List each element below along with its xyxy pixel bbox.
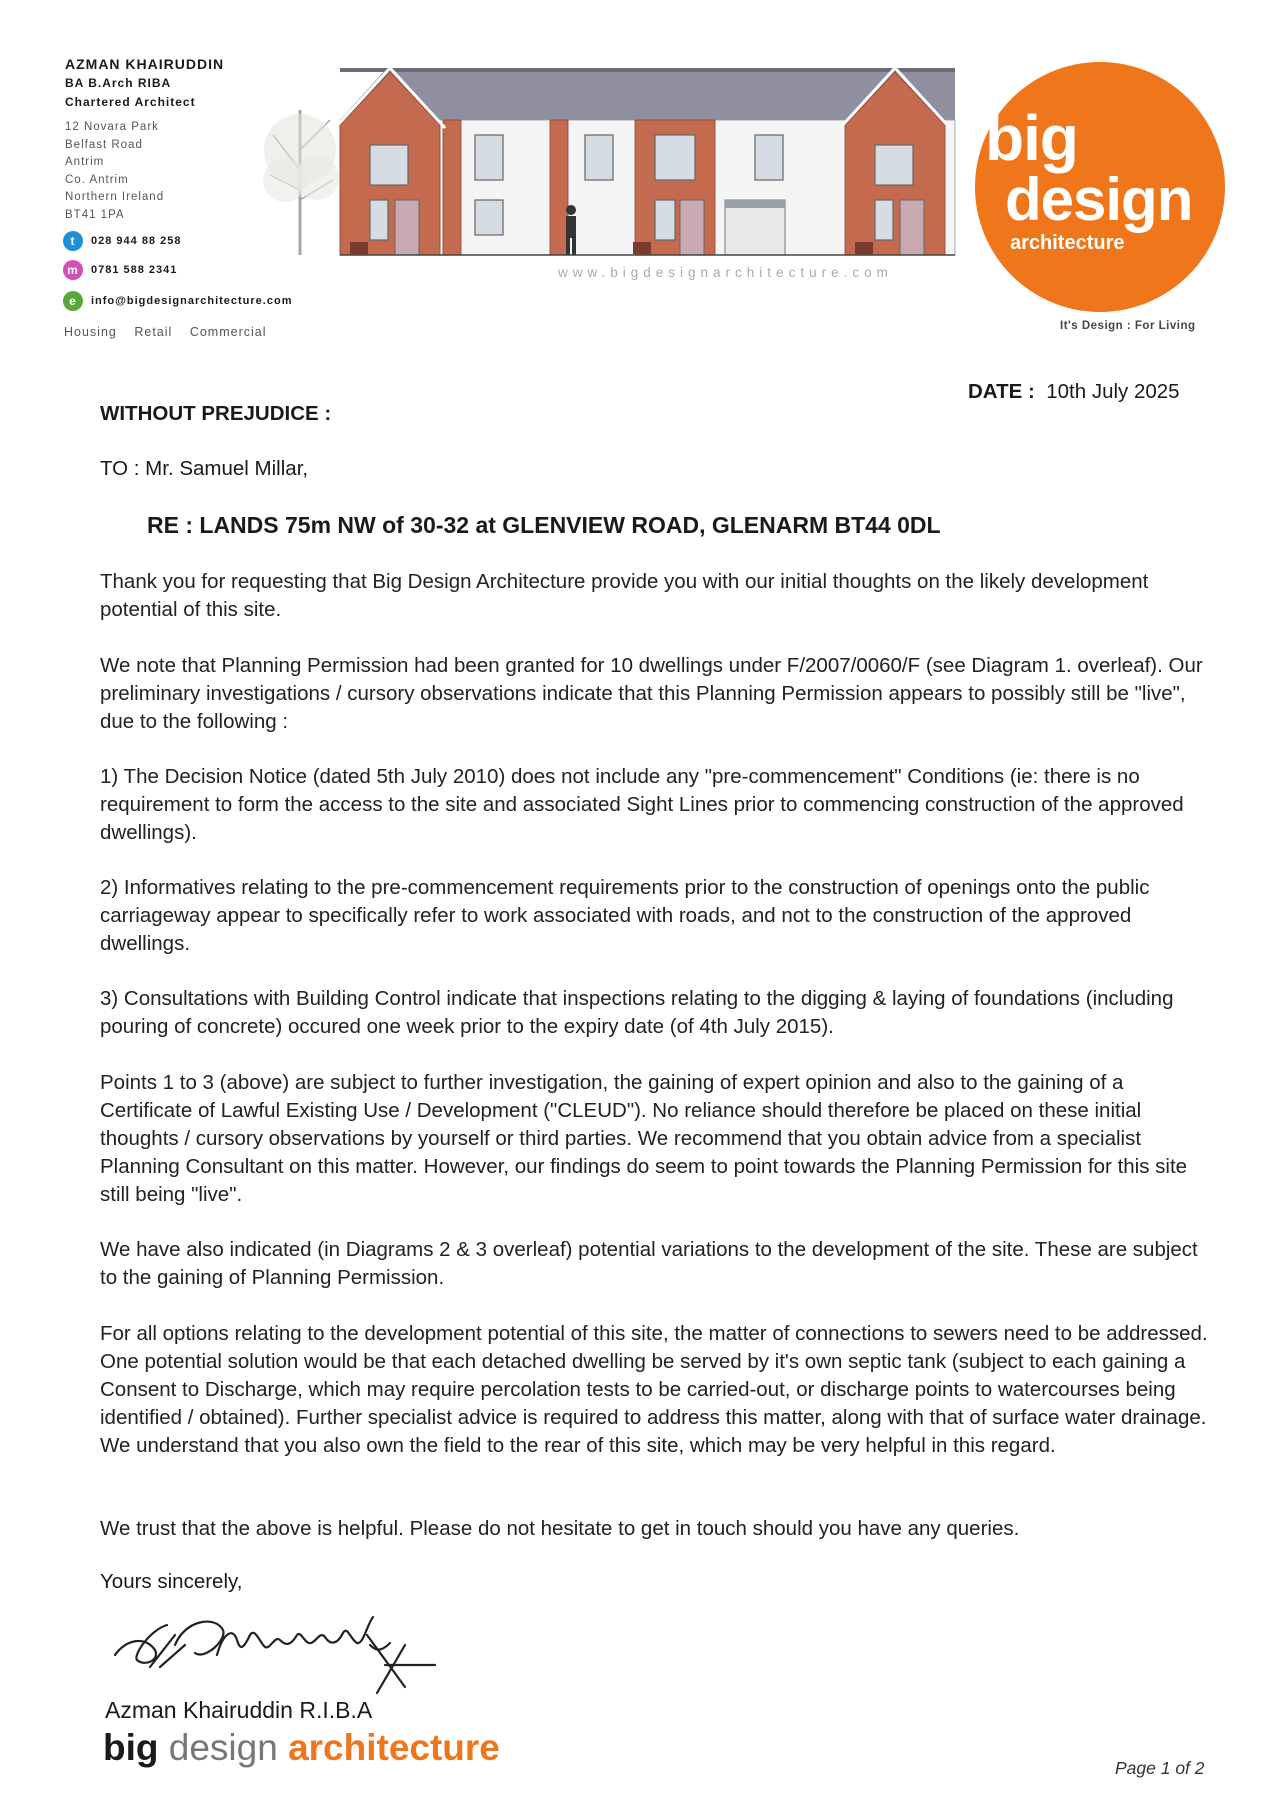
architect-qualifications: BA B.Arch RIBA bbox=[65, 76, 172, 90]
paragraph-point-1: 1) The Decision Notice (dated 5th July 2010) does not include any "pre-commencement" Conditions (ie: there is no requirement to form the access to the site and associated Sight Lines prior to commencing construction of the approved dwellings). bbox=[100, 765, 1184, 844]
address-line: 12 Novara Park bbox=[65, 121, 159, 133]
contact-email bbox=[63, 291, 292, 311]
logo-word-design: design bbox=[1005, 166, 1193, 233]
sector-list bbox=[64, 325, 267, 339]
contact-mobile bbox=[63, 260, 177, 280]
address-line: Antrim bbox=[65, 156, 105, 168]
signatory-name: Azman Khairuddin R.I.B.A bbox=[105, 1697, 373, 1723]
without-prejudice-heading: WITHOUT PREJUDICE : bbox=[100, 402, 332, 425]
architect-title: Chartered Architect bbox=[65, 95, 196, 109]
handwritten-signature bbox=[105, 1605, 465, 1700]
phone-number: 028 944 88 258 bbox=[91, 235, 182, 247]
address-line: Co. Antrim bbox=[65, 173, 129, 186]
architect-name: AZMAN KHAIRUDDIN bbox=[65, 56, 225, 72]
address-line: BT41 1PA bbox=[65, 208, 125, 221]
paragraph-closing: We trust that the above is helpful. Please do not hesitate to get in touch should you have any queries. bbox=[100, 1517, 1020, 1540]
date-value: 10th July 2025 bbox=[1046, 380, 1180, 403]
paragraph-planning-permission: We note that Planning Permission had been granted for 10 dwellings under F/2007/0060/F (see Diagram 1. overleaf). Our preliminary investigations / cursory observations indicate that this Planning Permission appears to possibly still be "live", due to the following : bbox=[100, 654, 1203, 733]
mobile-number: 0781 588 2341 bbox=[91, 264, 178, 276]
phone-icon: t bbox=[63, 231, 83, 251]
paragraph-sewers: For all options relating to the development potential of this site, the matter of connections to sewers need to be addressed. One potential solution would be that each detached dwelling be served by it's own septic tank (subject to each gaining a Consent to Discharge, which may require percolation tests to be carried-out, or discharge points to watercourses being identified / obtained). Further specialist advice is required to address this matter, along with that of surface water drainage. We understand that you also own the field to the rear of this site, which may be very helpful in this regard. bbox=[100, 1322, 1208, 1457]
recipient-line: TO : Mr. Samuel Millar, bbox=[100, 457, 309, 480]
paragraph-point-3: 3) Consultations with Building Control indicate that inspections relating to the digging & laying of foundations (including pouring of concrete) occured one week prior to the expiry date (of 4th July 2015). bbox=[100, 987, 1174, 1038]
paragraph-caveats: Points 1 to 3 (above) are subject to further investigation, the gaining of expert opinion and also to the gaining of a Certificate of Lawful Existing Use / Development ("CLEUD"). No reliance should therefore be placed on these initial thoughts / cursory observations by yourself or third parties. We recommend that you obtain advice from a specialist Planning Consultant on this matter. However, our findings do seem to point towards the Planning Permission for this site still being "live". bbox=[100, 1071, 1188, 1206]
paragraph-variations: We have also indicated (in Diagrams 2 & 3 overleaf) potential variations to the development of the site. These are subject to the gaining of Planning Permission. bbox=[100, 1238, 1198, 1289]
address-line: Belfast Road bbox=[65, 138, 143, 151]
logo-word-big: big bbox=[985, 102, 1078, 174]
sector-retail: Retail bbox=[134, 325, 173, 339]
paragraph-intro: Thank you for requesting that Big Design Architecture provide you with our initial thoughts on the likely development potential of this site. bbox=[100, 570, 1149, 621]
page-number: Page 1 of 2 bbox=[1115, 1758, 1205, 1778]
website-url: www.bigdesignarchitecture.com bbox=[558, 265, 893, 280]
subject-line: RE : LANDS 75m NW of 30-32 at GLENVIEW ROAD, GLENARM BT44 0DL bbox=[147, 512, 941, 538]
brand-word-architecture: architecture bbox=[288, 1727, 500, 1768]
brand-signature bbox=[103, 1727, 500, 1769]
tree-illustration bbox=[263, 110, 339, 255]
logo-word-architecture: architecture bbox=[1010, 232, 1125, 254]
sector-commercial: Commercial bbox=[189, 325, 267, 339]
contact-phone bbox=[63, 231, 181, 251]
brand-word-design: design bbox=[168, 1727, 278, 1768]
office-address bbox=[65, 119, 164, 224]
email-icon: e bbox=[63, 291, 83, 311]
paragraph-point-2: 2) Informatives relating to the pre-commencement requirements prior to the construction of openings onto the public carriageway appear to specifically refer to work associated with roads, and not to the construction of the approved dwellings. bbox=[100, 876, 1150, 955]
letter-date bbox=[968, 380, 1180, 404]
sign-off: Yours sincerely, bbox=[100, 1570, 243, 1593]
email-address: info@bigdesignarchitecture.com bbox=[91, 295, 293, 307]
date-label: DATE : bbox=[968, 380, 1035, 403]
housing-elevation-illustration bbox=[255, 50, 965, 260]
brand-word-big: big bbox=[103, 1727, 159, 1768]
company-tagline: It's Design : For Living bbox=[1060, 320, 1196, 332]
sector-housing: Housing bbox=[64, 325, 117, 339]
mobile-icon: m bbox=[63, 260, 83, 280]
address-line: Northern Ireland bbox=[65, 191, 165, 203]
